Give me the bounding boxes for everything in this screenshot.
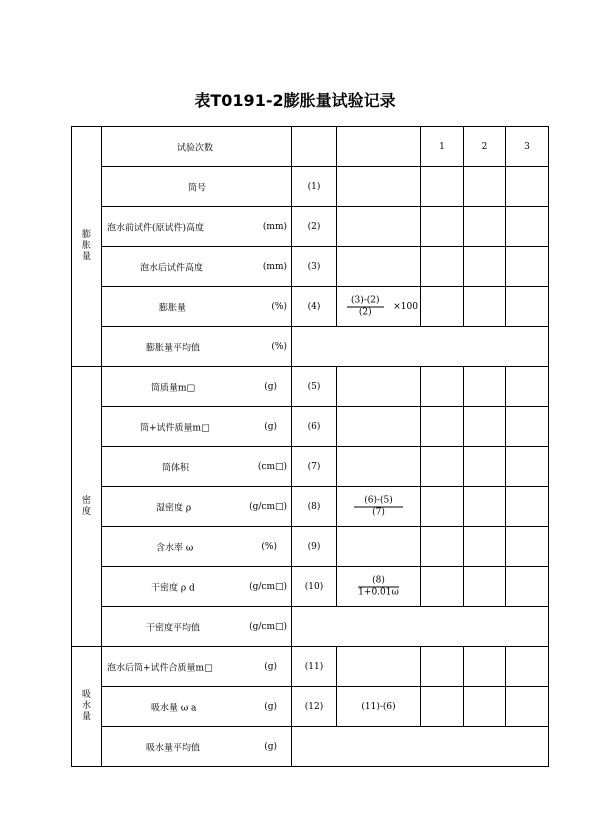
table-row	[72, 447, 549, 487]
trial-2-cell[interactable]	[464, 687, 506, 727]
trial-3-cell[interactable]	[506, 367, 549, 407]
trial-3-cell[interactable]	[506, 207, 549, 247]
formula-cell[interactable]	[337, 647, 421, 687]
trial-1-cell[interactable]	[421, 527, 464, 567]
trial-3-header: 3	[506, 127, 549, 167]
formula-cell[interactable]	[337, 447, 421, 487]
trial-1-cell[interactable]	[421, 287, 464, 327]
row-label: 吸水量 ω a (g)	[102, 687, 292, 727]
table-row	[72, 487, 549, 527]
formula-cell[interactable]	[337, 527, 421, 567]
trial-1-cell[interactable]	[421, 647, 464, 687]
expansion-formula: $\frac{(3)-(2)}{(2)}$ ×100	[337, 287, 421, 327]
trial-2-cell[interactable]	[464, 247, 506, 287]
trial-2-cell[interactable]	[464, 367, 506, 407]
row-label: 筒质量m□ (g)	[102, 367, 292, 407]
row-label: 泡水后试件高度 (mm)	[102, 247, 292, 287]
row-code: (6)	[292, 407, 337, 447]
trial-3-cell[interactable]	[506, 527, 549, 567]
trial-2-cell[interactable]	[464, 567, 506, 607]
trial-1-cell[interactable]	[421, 407, 464, 447]
row-code: (12)	[292, 687, 337, 727]
table-row	[72, 687, 549, 727]
trial-2-cell[interactable]	[464, 207, 506, 247]
row-code: (4)	[292, 287, 337, 327]
average-value-cell[interactable]	[292, 727, 549, 767]
row-label: 筒体积 (cm□)	[102, 447, 292, 487]
trial-3-cell[interactable]	[506, 487, 549, 527]
trial-1-header: 1	[421, 127, 464, 167]
row-label: 干密度平均值 (g/cm□)	[102, 607, 292, 647]
table-row	[72, 287, 549, 327]
table-row	[72, 327, 549, 367]
row-code: (10)	[292, 567, 337, 607]
trial-2-cell[interactable]	[464, 287, 506, 327]
dry-density-formula: $\frac{(8)}{1+0.01\omega}$	[337, 567, 421, 607]
trial-2-cell[interactable]	[464, 407, 506, 447]
trial-1-cell[interactable]	[421, 567, 464, 607]
row-code: (2)	[292, 207, 337, 247]
formula-cell[interactable]	[337, 407, 421, 447]
row-label: 泡水前试件(原试件)高度 (mm)	[102, 207, 292, 247]
row-label: 筒+试件质量m□ (g)	[102, 407, 292, 447]
row-code: (1)	[292, 167, 337, 207]
table-row	[72, 167, 549, 207]
trial-1-cell[interactable]	[421, 687, 464, 727]
average-value-cell[interactable]	[292, 607, 549, 647]
header-formula-cell[interactable]	[337, 127, 421, 167]
group-absorption: 吸 水 量	[72, 647, 102, 767]
trial-1-cell[interactable]	[421, 207, 464, 247]
table-row	[72, 207, 549, 247]
row-label: 吸水量平均值 (g)	[102, 727, 292, 767]
row-label: 膨胀量平均值 (%)	[102, 327, 292, 367]
trial-3-cell[interactable]	[506, 247, 549, 287]
trial-1-cell[interactable]	[421, 487, 464, 527]
table-row	[72, 247, 549, 287]
group-expansion: 膨 胀 量	[72, 127, 102, 367]
table-row	[72, 727, 549, 767]
group-density: 密 度	[72, 367, 102, 647]
table-row	[72, 567, 549, 607]
trial-1-cell[interactable]	[421, 447, 464, 487]
trial-1-cell[interactable]	[421, 247, 464, 287]
table-row	[72, 607, 549, 647]
row-label: 湿密度 ρ (g/cm□)	[102, 487, 292, 527]
row-label: 膨胀量 (%)	[102, 287, 292, 327]
trial-3-cell[interactable]	[506, 687, 549, 727]
formula-cell[interactable]	[337, 247, 421, 287]
row-label: 干密度 ρ d (g/cm□)	[102, 567, 292, 607]
record-table	[71, 126, 549, 767]
formula-cell[interactable]	[337, 367, 421, 407]
table-row	[72, 367, 549, 407]
wet-density-formula: $\frac{(6)-(5)}{(7)}$	[337, 487, 421, 527]
trial-2-cell[interactable]	[464, 527, 506, 567]
row-code: (9)	[292, 527, 337, 567]
average-value-cell[interactable]	[292, 327, 549, 367]
trial-2-cell[interactable]	[464, 447, 506, 487]
header-code-cell[interactable]	[292, 127, 337, 167]
absorption-formula: (11)-(6)	[337, 687, 421, 727]
row-code: (11)	[292, 647, 337, 687]
trial-2-header: 2	[464, 127, 506, 167]
table-row	[72, 647, 549, 687]
formula-cell[interactable]	[337, 207, 421, 247]
trial-1-cell[interactable]	[421, 167, 464, 207]
trial-3-cell[interactable]	[506, 407, 549, 447]
table-row	[72, 527, 549, 567]
row-label: 泡水后筒+试件合质量m□ (g)	[102, 647, 292, 687]
trial-3-cell[interactable]	[506, 167, 549, 207]
page-title: 表T0191-2膨胀量试验记录	[194, 91, 396, 110]
row-label: 含水率 ω (%)	[102, 527, 292, 567]
header-row	[72, 127, 549, 167]
row-code: (5)	[292, 367, 337, 407]
row-code: (8)	[292, 487, 337, 527]
trial-3-cell[interactable]	[506, 447, 549, 487]
trial-count-label: 试验次数	[102, 127, 292, 167]
trial-3-cell[interactable]	[506, 287, 549, 327]
trial-1-cell[interactable]	[421, 367, 464, 407]
table-row	[72, 407, 549, 447]
row-code: (7)	[292, 447, 337, 487]
row-code: (3)	[292, 247, 337, 287]
trial-2-cell[interactable]	[464, 487, 506, 527]
trial-2-cell[interactable]	[464, 647, 506, 687]
trial-3-cell[interactable]	[506, 647, 549, 687]
formula-cell[interactable]	[337, 167, 421, 207]
trial-2-cell[interactable]	[464, 167, 506, 207]
row-label: 筒号	[102, 167, 292, 207]
trial-3-cell[interactable]	[506, 567, 549, 607]
